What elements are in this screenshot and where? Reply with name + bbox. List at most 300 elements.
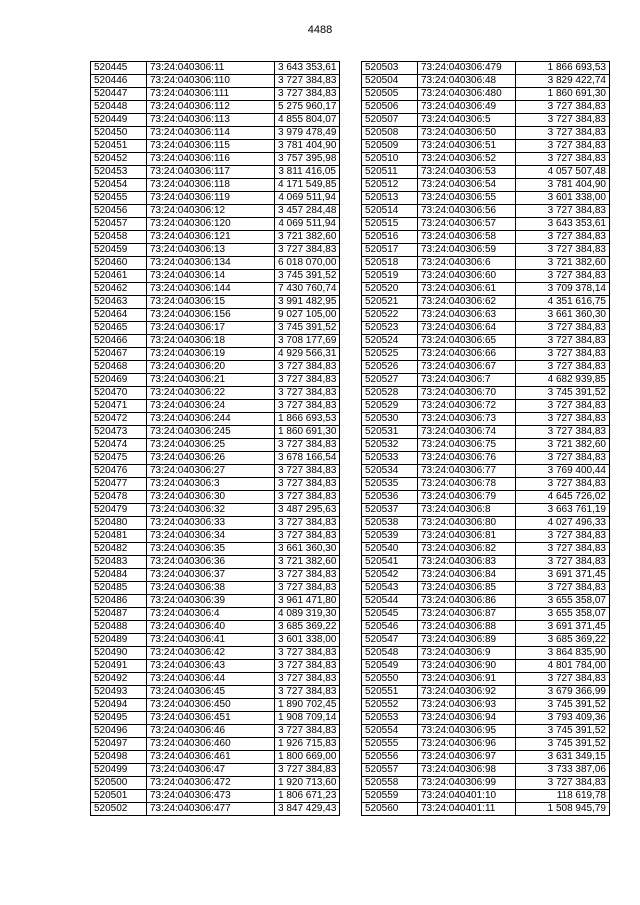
cadastral-number: 73:24:040306:51 [418, 140, 516, 153]
row-number: 520447 [91, 88, 147, 101]
cadastral-number: 73:24:040306:49 [418, 101, 516, 114]
cadastral-value: 1 860 691,30 [275, 426, 340, 439]
row-number: 520495 [91, 712, 147, 725]
table-row [91, 153, 340, 166]
cadastral-value: 3 727 384,83 [275, 361, 340, 374]
row-number: 520452 [91, 153, 147, 166]
cadastral-number: 73:24:040306:17 [147, 322, 275, 335]
cadastral-value: 4 171 549,85 [275, 179, 340, 192]
cadastral-value: 3 727 384,83 [516, 426, 610, 439]
cadastral-value: 3 727 384,83 [516, 231, 610, 244]
table-row [91, 452, 340, 465]
row-number: 520469 [91, 374, 147, 387]
row-number: 520546 [362, 621, 418, 634]
row-number: 520549 [362, 660, 418, 673]
row-number: 520497 [91, 738, 147, 751]
cadastral-number: 73:24:040306:90 [418, 660, 516, 673]
cadastral-value: 3 601 338,00 [275, 634, 340, 647]
cadastral-number: 73:24:040306:461 [147, 751, 275, 764]
table-row [362, 608, 610, 621]
cadastral-number: 73:24:040306:88 [418, 621, 516, 634]
cadastral-number: 73:24:040306:32 [147, 504, 275, 517]
cadastral-number: 73:24:040306:113 [147, 114, 275, 127]
table-row [91, 738, 340, 751]
cadastral-number: 73:24:040306:14 [147, 270, 275, 283]
table-row [362, 569, 610, 582]
cadastral-value: 4 027 496,33 [516, 517, 610, 530]
row-number: 520523 [362, 322, 418, 335]
table-left [90, 61, 340, 816]
cadastral-value: 3 691 371,45 [516, 569, 610, 582]
table-row [91, 192, 340, 205]
cadastral-number: 73:24:040306:8 [418, 504, 516, 517]
row-number: 520458 [91, 231, 147, 244]
cadastral-number: 73:24:040306:19 [147, 348, 275, 361]
row-number: 520484 [91, 569, 147, 582]
table-row [362, 647, 610, 660]
row-number: 520532 [362, 439, 418, 452]
cadastral-value: 3 727 384,83 [275, 400, 340, 413]
cadastral-value: 3 745 391,52 [275, 270, 340, 283]
cadastral-number: 73:24:040306:121 [147, 231, 275, 244]
row-number: 520551 [362, 686, 418, 699]
cadastral-number: 73:24:040306:114 [147, 127, 275, 140]
cadastral-number: 73:24:040306:34 [147, 530, 275, 543]
table-row [91, 556, 340, 569]
cadastral-number: 73:24:040306:117 [147, 166, 275, 179]
cadastral-value: 3 733 387,06 [516, 764, 610, 777]
cadastral-number: 73:24:040306:86 [418, 595, 516, 608]
cadastral-number: 73:24:040306:4 [147, 608, 275, 621]
row-number: 520487 [91, 608, 147, 621]
cadastral-value: 3 727 384,83 [516, 361, 610, 374]
cadastral-value: 3 727 384,83 [516, 348, 610, 361]
table-row [91, 270, 340, 283]
table-row [362, 88, 610, 101]
cadastral-value: 3 727 384,83 [516, 322, 610, 335]
row-number: 520504 [362, 75, 418, 88]
row-number: 520560 [362, 803, 418, 816]
row-number: 520548 [362, 647, 418, 660]
cadastral-number: 73:24:040306:64 [418, 322, 516, 335]
cadastral-value: 1 800 669,00 [275, 751, 340, 764]
row-number: 520542 [362, 569, 418, 582]
cadastral-value: 3 727 384,83 [275, 465, 340, 478]
table-row [362, 790, 610, 803]
cadastral-number: 73:24:040306:94 [418, 712, 516, 725]
row-number: 520557 [362, 764, 418, 777]
table-row [91, 114, 340, 127]
cadastral-value: 3 727 384,83 [275, 517, 340, 530]
table-row [362, 777, 610, 790]
table-row [91, 777, 340, 790]
cadastral-value: 3 745 391,52 [516, 699, 610, 712]
row-number: 520486 [91, 595, 147, 608]
table-row [362, 218, 610, 231]
cadastral-number: 73:24:040306:48 [418, 75, 516, 88]
cadastral-value: 118 619,78 [516, 790, 610, 803]
cadastral-value: 3 991 482,95 [275, 296, 340, 309]
row-number: 520506 [362, 101, 418, 114]
table-row [362, 673, 610, 686]
cadastral-value: 3 727 384,83 [516, 777, 610, 790]
table-row [362, 803, 610, 816]
table-row [362, 465, 610, 478]
table-row [91, 75, 340, 88]
row-number: 520454 [91, 179, 147, 192]
cadastral-value: 3 811 416,05 [275, 166, 340, 179]
cadastral-number: 73:24:040306:451 [147, 712, 275, 725]
table-row [362, 361, 610, 374]
cadastral-value: 3 727 384,83 [275, 88, 340, 101]
table-row [91, 582, 340, 595]
row-number: 520459 [91, 244, 147, 257]
row-number: 520465 [91, 322, 147, 335]
cadastral-value: 3 727 384,83 [516, 335, 610, 348]
cadastral-value: 3 655 358,07 [516, 608, 610, 621]
cadastral-value: 3 745 391,52 [516, 738, 610, 751]
row-number: 520477 [91, 478, 147, 491]
cadastral-number: 73:24:040306:41 [147, 634, 275, 647]
row-number: 520517 [362, 244, 418, 257]
cadastral-value: 1 920 713,60 [275, 777, 340, 790]
row-number: 520509 [362, 140, 418, 153]
row-number: 520530 [362, 413, 418, 426]
cadastral-value: 9 027 105,00 [275, 309, 340, 322]
table-row [362, 309, 610, 322]
row-number: 520492 [91, 673, 147, 686]
row-number: 520550 [362, 673, 418, 686]
cadastral-number: 73:24:040306:13 [147, 244, 275, 257]
table-row [362, 62, 610, 75]
cadastral-value: 3 727 384,83 [275, 725, 340, 738]
table-row [91, 127, 340, 140]
cadastral-number: 73:24:040306:97 [418, 751, 516, 764]
cadastral-number: 73:24:040306:7 [418, 374, 516, 387]
cadastral-number: 73:24:040306:119 [147, 192, 275, 205]
row-number: 520558 [362, 777, 418, 790]
row-number: 520516 [362, 231, 418, 244]
cadastral-number: 73:24:040306:245 [147, 426, 275, 439]
row-number: 520472 [91, 413, 147, 426]
cadastral-value: 3 727 384,83 [275, 439, 340, 452]
table-row [91, 361, 340, 374]
cadastral-value: 4 801 784,00 [516, 660, 610, 673]
cadastral-value: 3 727 384,83 [516, 413, 610, 426]
cadastral-number: 73:24:040306:244 [147, 413, 275, 426]
cadastral-value: 1 890 702,45 [275, 699, 340, 712]
cadastral-value: 3 727 384,83 [516, 101, 610, 114]
cadastral-number: 73:24:040306:30 [147, 491, 275, 504]
table-row [91, 62, 340, 75]
table-row [362, 764, 610, 777]
cadastral-value: 3 727 384,83 [516, 270, 610, 283]
table-row [91, 426, 340, 439]
table-row [91, 387, 340, 400]
table-row [91, 621, 340, 634]
table-row [91, 491, 340, 504]
cadastral-value: 3 727 384,83 [516, 114, 610, 127]
row-number: 520501 [91, 790, 147, 803]
cadastral-value: 3 679 366,99 [516, 686, 610, 699]
cadastral-number: 73:24:040401:10 [418, 790, 516, 803]
cadastral-number: 73:24:040306:54 [418, 179, 516, 192]
row-number: 520496 [91, 725, 147, 738]
cadastral-number: 73:24:040306:156 [147, 309, 275, 322]
cadastral-number: 73:24:040306:91 [418, 673, 516, 686]
row-number: 520485 [91, 582, 147, 595]
table-row [362, 738, 610, 751]
row-number: 520510 [362, 153, 418, 166]
cadastral-number: 73:24:040306:118 [147, 179, 275, 192]
cadastral-number: 73:24:040306:27 [147, 465, 275, 478]
table-row [362, 166, 610, 179]
cadastral-value: 3 708 177,69 [275, 335, 340, 348]
cadastral-value: 6 018 070,00 [275, 257, 340, 270]
table-row [91, 686, 340, 699]
cadastral-value: 3 685 369,22 [275, 621, 340, 634]
row-number: 520451 [91, 140, 147, 153]
cadastral-number: 73:24:040306:72 [418, 400, 516, 413]
cadastral-number: 73:24:040306:83 [418, 556, 516, 569]
cadastral-number: 73:24:040306:52 [418, 153, 516, 166]
row-number: 520471 [91, 400, 147, 413]
cadastral-value: 3 727 384,83 [516, 530, 610, 543]
row-number: 520476 [91, 465, 147, 478]
table-row [362, 231, 610, 244]
cadastral-value: 3 727 384,83 [516, 205, 610, 218]
cadastral-value: 3 457 284,48 [275, 205, 340, 218]
cadastral-number: 73:24:040306:70 [418, 387, 516, 400]
cadastral-number: 73:24:040306:44 [147, 673, 275, 686]
cadastral-number: 73:24:040306:5 [418, 114, 516, 127]
table-row [91, 647, 340, 660]
row-number: 520466 [91, 335, 147, 348]
row-number: 520519 [362, 270, 418, 283]
row-number: 520457 [91, 218, 147, 231]
cadastral-value: 3 745 391,52 [516, 387, 610, 400]
table-row [362, 543, 610, 556]
cadastral-number: 73:24:040306:477 [147, 803, 275, 816]
table-row [91, 296, 340, 309]
cadastral-number: 73:24:040306:85 [418, 582, 516, 595]
row-number: 520503 [362, 62, 418, 75]
table-row [91, 634, 340, 647]
row-number: 520500 [91, 777, 147, 790]
cadastral-number: 73:24:040306:58 [418, 231, 516, 244]
row-number: 520555 [362, 738, 418, 751]
cadastral-value: 1 866 693,53 [275, 413, 340, 426]
row-number: 520520 [362, 283, 418, 296]
cadastral-number: 73:24:040306:62 [418, 296, 516, 309]
cadastral-number: 73:24:040306:53 [418, 166, 516, 179]
cadastral-number: 73:24:040306:77 [418, 465, 516, 478]
cadastral-value: 3 864 835,90 [516, 647, 610, 660]
cadastral-number: 73:24:040306:47 [147, 764, 275, 777]
cadastral-number: 73:24:040306:116 [147, 153, 275, 166]
cadastral-value: 3 793 409,36 [516, 712, 610, 725]
row-number: 520515 [362, 218, 418, 231]
row-number: 520553 [362, 712, 418, 725]
cadastral-number: 73:24:040306:96 [418, 738, 516, 751]
cadastral-value: 3 727 384,83 [516, 673, 610, 686]
row-number: 520468 [91, 361, 147, 374]
row-number: 520512 [362, 179, 418, 192]
table-row [362, 686, 610, 699]
row-number: 520507 [362, 114, 418, 127]
cadastral-number: 73:24:040306:66 [418, 348, 516, 361]
table-row [362, 257, 610, 270]
table-row [91, 465, 340, 478]
cadastral-value: 3 727 384,83 [516, 244, 610, 257]
cadastral-value: 3 727 384,83 [275, 387, 340, 400]
cadastral-number: 73:24:040306:63 [418, 309, 516, 322]
row-number: 520537 [362, 504, 418, 517]
table-row [91, 335, 340, 348]
row-number: 520522 [362, 309, 418, 322]
row-number: 520455 [91, 192, 147, 205]
cadastral-value: 3 721 382,60 [516, 257, 610, 270]
cadastral-number: 73:24:040306:11 [147, 62, 275, 75]
cadastral-number: 73:24:040306:115 [147, 140, 275, 153]
table-row [91, 478, 340, 491]
table-row [362, 530, 610, 543]
page-number: 4488 [307, 24, 333, 36]
cadastral-value: 3 727 384,83 [516, 153, 610, 166]
row-number: 520559 [362, 790, 418, 803]
table-row [91, 725, 340, 738]
cadastral-number: 73:24:040306:120 [147, 218, 275, 231]
cadastral-value: 4 682 939,85 [516, 374, 610, 387]
cadastral-value: 3 631 349,15 [516, 751, 610, 764]
cadastral-number: 73:24:040306:75 [418, 439, 516, 452]
cadastral-number: 73:24:040306:111 [147, 88, 275, 101]
cadastral-number: 73:24:040306:6 [418, 257, 516, 270]
row-number: 520539 [362, 530, 418, 543]
cadastral-number: 73:24:040306:84 [418, 569, 516, 582]
cadastral-number: 73:24:040306:21 [147, 374, 275, 387]
cadastral-value: 3 727 384,83 [275, 686, 340, 699]
table-row [362, 127, 610, 140]
row-number: 520528 [362, 387, 418, 400]
table-row [91, 803, 340, 816]
cadastral-number: 73:24:040306:82 [418, 543, 516, 556]
cadastral-value: 3 961 471,80 [275, 595, 340, 608]
table-row [362, 179, 610, 192]
cadastral-value: 3 727 384,83 [516, 543, 610, 556]
cadastral-number: 73:24:040306:134 [147, 257, 275, 270]
row-number: 520462 [91, 283, 147, 296]
row-number: 520470 [91, 387, 147, 400]
table-row [362, 322, 610, 335]
cadastral-number: 73:24:040306:43 [147, 660, 275, 673]
row-number: 520461 [91, 270, 147, 283]
table-row [91, 348, 340, 361]
cadastral-value: 3 721 382,60 [275, 556, 340, 569]
cadastral-number: 73:24:040306:78 [418, 478, 516, 491]
cadastral-value: 3 727 384,83 [275, 673, 340, 686]
cadastral-number: 73:24:040306:480 [418, 88, 516, 101]
cadastral-number: 73:24:040306:56 [418, 205, 516, 218]
cadastral-value: 7 430 760,74 [275, 283, 340, 296]
cadastral-value: 4 069 511,94 [275, 192, 340, 205]
row-number: 520475 [91, 452, 147, 465]
table-row [362, 387, 610, 400]
row-number: 520453 [91, 166, 147, 179]
cadastral-number: 73:24:040306:40 [147, 621, 275, 634]
table-row [91, 88, 340, 101]
cadastral-value: 1 926 715,83 [275, 738, 340, 751]
row-number: 520524 [362, 335, 418, 348]
row-number: 520513 [362, 192, 418, 205]
row-number: 520473 [91, 426, 147, 439]
cadastral-number: 73:24:040306:36 [147, 556, 275, 569]
cadastral-number: 73:24:040306:98 [418, 764, 516, 777]
table-row [91, 283, 340, 296]
table-row [362, 114, 610, 127]
table-row [362, 140, 610, 153]
table-row [91, 309, 340, 322]
cadastral-value: 3 727 384,83 [516, 478, 610, 491]
cadastral-value: 3 727 384,83 [275, 75, 340, 88]
row-number: 520481 [91, 530, 147, 543]
cadastral-number: 73:24:040306:144 [147, 283, 275, 296]
table-row [91, 673, 340, 686]
cadastral-value: 3 781 404,90 [275, 140, 340, 153]
row-number: 520483 [91, 556, 147, 569]
table-row [91, 374, 340, 387]
cadastral-value: 4 929 566,31 [275, 348, 340, 361]
table-row [362, 335, 610, 348]
cadastral-value: 3 727 384,83 [516, 452, 610, 465]
row-number: 520450 [91, 127, 147, 140]
row-number: 520526 [362, 361, 418, 374]
cadastral-value: 3 655 358,07 [516, 595, 610, 608]
cadastral-number: 73:24:040306:74 [418, 426, 516, 439]
cadastral-value: 1 866 693,53 [516, 62, 610, 75]
cadastral-number: 73:24:040306:93 [418, 699, 516, 712]
row-number: 520498 [91, 751, 147, 764]
table-row [91, 205, 340, 218]
cadastral-number: 73:24:040306:76 [418, 452, 516, 465]
row-number: 520474 [91, 439, 147, 452]
cadastral-value: 3 727 384,83 [516, 582, 610, 595]
cadastral-value: 3 727 384,83 [516, 140, 610, 153]
cadastral-number: 73:24:040306:67 [418, 361, 516, 374]
table-row [362, 660, 610, 673]
table-row [362, 517, 610, 530]
table-row [362, 582, 610, 595]
table-row [362, 413, 610, 426]
cadastral-number: 73:24:040306:479 [418, 62, 516, 75]
table-row [362, 153, 610, 166]
table-row [362, 374, 610, 387]
row-number: 520541 [362, 556, 418, 569]
row-number: 520499 [91, 764, 147, 777]
cadastral-number: 73:24:040306:24 [147, 400, 275, 413]
cadastral-number: 73:24:040306:12 [147, 205, 275, 218]
cadastral-number: 73:24:040306:472 [147, 777, 275, 790]
table-row [362, 439, 610, 452]
cadastral-value: 3 727 384,83 [275, 582, 340, 595]
cadastral-number: 73:24:040306:25 [147, 439, 275, 452]
cadastral-number: 73:24:040306:60 [418, 270, 516, 283]
cadastral-value: 3 727 384,83 [275, 764, 340, 777]
row-number: 520463 [91, 296, 147, 309]
row-number: 520554 [362, 725, 418, 738]
table-row [362, 621, 610, 634]
cadastral-value: 5 275 960,17 [275, 101, 340, 114]
